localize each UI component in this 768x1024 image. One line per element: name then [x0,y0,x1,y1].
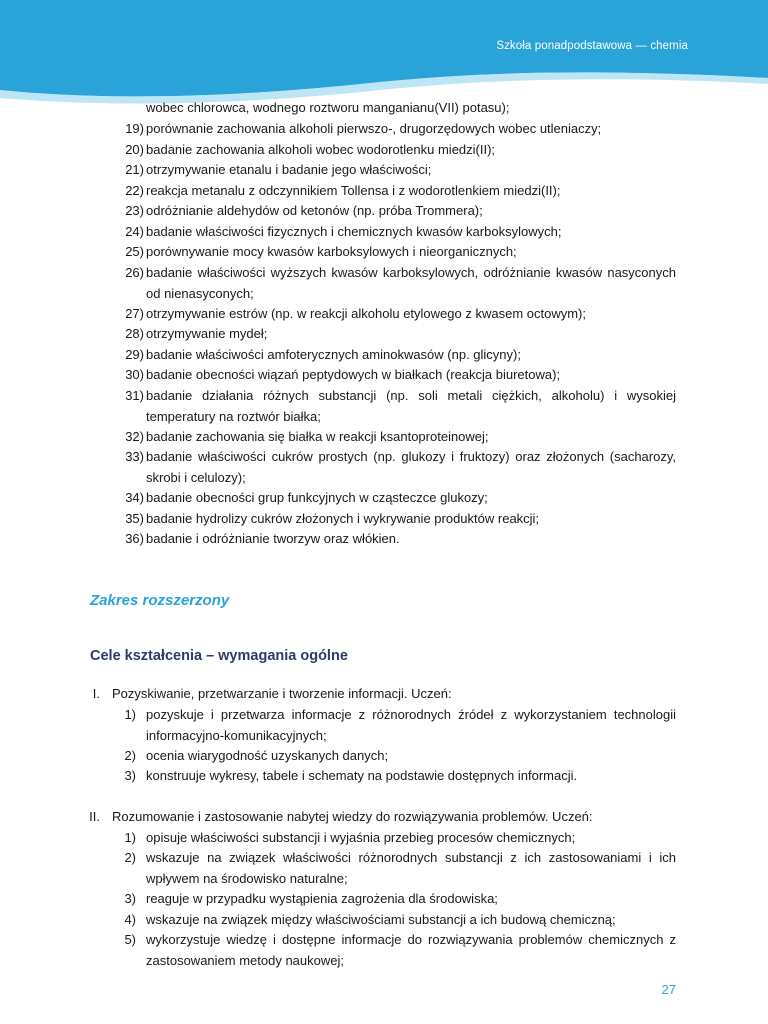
list-item-number: 5) [124,932,136,947]
goal-numeral: II. [89,809,100,824]
goal-title: Pozyskiwanie, przetwarzanie i tworzenie informacji. Uczeń: [112,686,452,701]
list-item-text: porównanie zachowania alkoholi pierwszo-, drugorzędowych wobec utleniaczy; [146,121,602,136]
list-item-text: wykorzystuje wiedzę i dostępne informacje do rozwiązywania problemów chemicznych z zastosowaniem metody naukowej; [146,932,676,968]
list-item-text: wskazuje na związek właściwości różnorodnych substancji z ich zastosowaniami i ich wpływem na środowisko naturalne; [146,850,676,886]
list-item-text: badanie właściwości amfoterycznych aminokwasów (np. glicyny); [146,347,521,362]
list-item-number: 22) [125,183,144,198]
list-item-number: 19) [125,121,144,136]
list-item-text: otrzymywanie etanalu i badanie jego właściwości; [146,162,432,177]
list-item-text: badanie obecności wiązań peptydowych w białkach (reakcja biuretowa); [146,367,561,382]
list-item-number: 2) [124,850,136,865]
list-item-text: badanie właściwości wyższych kwasów karboksylowych, odróżnianie kwasów nasyconych od nienasyconych; [146,265,676,301]
list-item-number: 32) [125,429,144,444]
list-item-number: 30) [125,367,144,382]
list-item-text: badanie właściwości cukrów prostych (np. glukozy i fruktozy) oraz złożonych (sacharozy, skrobi i celulozy); [146,449,676,485]
list-item-text: badanie obecności grup funkcyjnych w cząsteczce glukozy; [146,490,488,505]
list-item-number: 1) [124,707,136,722]
list-item-number: 27) [125,306,144,321]
list-item-text: opisuje właściwości substancji i wyjaśnia przebieg procesów chemicznych; [146,830,576,845]
list-item-number: 26) [125,265,144,280]
list-item-number: 21) [125,162,144,177]
list-item-text: badanie hydrolizy cukrów złożonych i wykrywanie produktów reakcji; [146,511,540,526]
list-item-number: 3) [124,891,136,906]
list-item-number: 34) [125,490,144,505]
list-item-text: konstruuje wykresy, tabele i schematy na podstawie dostępnych informacji. [146,768,578,783]
list-item-text: badanie właściwości fizycznych i chemicznych kwasów karboksylowych; [146,224,562,239]
list-item-text: badanie zachowania się białka w reakcji ksantoproteinowej; [146,429,489,444]
goal-numeral: I. [92,686,100,701]
list-item-text: reakcja metanalu z odczynnikiem Tollensa i z wodorotlenkiem miedzi(II); [146,183,561,198]
list-item-number: 36) [125,531,144,546]
list-item-number: 3) [124,768,136,783]
section-title: Zakres rozszerzony [90,592,230,609]
list-item-number: 24) [125,224,144,239]
list-item-number: 35) [125,511,144,526]
list-item-text: odróżnianie aldehydów od ketonów (np. próba Trommera); [146,203,483,218]
list-item-number: 2) [124,748,136,763]
list-item-number: 29) [125,347,144,362]
list-item-number: 33) [125,449,144,464]
list-item-text: otrzymywanie estrów (np. w reakcji alkoholu etylowego z kwasem octowym); [146,306,586,321]
subsection-title: Cele kształcenia – wymagania ogólne [90,648,348,664]
list-item-text: badanie działania różnych substancji (np. soli metali ciężkich, alkoholu) i wysokiej temperatury na roztwór białka; [146,388,676,424]
list-item-text: ocenia wiarygodność uzyskanych danych; [146,748,389,763]
list-item-number: 28) [125,326,144,341]
list-item-text: pozyskuje i przetwarza informacje z różnorodnych źródeł z wykorzystaniem technologii informacyjno-komunikacyjnych; [146,707,676,743]
list-item-number: 25) [125,244,144,259]
continuation-line: wobec chlorowca, wodnego roztworu manganianu(VII) potasu); [146,100,510,115]
list-item-number: 23) [125,203,144,218]
list-item-text: porównywanie mocy kwasów karboksylowych i nieorganicznych; [146,244,517,259]
list-item-number: 1) [124,830,136,845]
list-item-text: reaguje w przypadku wystąpienia zagrożenia dla środowiska; [146,891,498,906]
header-title: Szkoła ponadpodstawowa — chemia [496,40,688,52]
list-item-number: 4) [124,912,136,927]
list-item-text: badanie zachowania alkoholi wobec wodorotlenku miedzi(II); [146,142,496,157]
list-item-text: wskazuje na związek między właściwościami substancji a ich budową chemiczną; [146,912,616,927]
list-item-text: otrzymywanie mydeł; [146,326,268,341]
goal-title: Rozumowanie i zastosowanie nabytej wiedzy do rozwiązywania problemów. Uczeń: [112,809,593,824]
list-item-number: 31) [125,388,144,403]
list-item-number: 20) [125,142,144,157]
page-number: 27 [661,982,676,997]
list-item-text: badanie i odróżnianie tworzyw oraz włókien. [146,531,400,546]
header-wave-banner [0,0,768,110]
